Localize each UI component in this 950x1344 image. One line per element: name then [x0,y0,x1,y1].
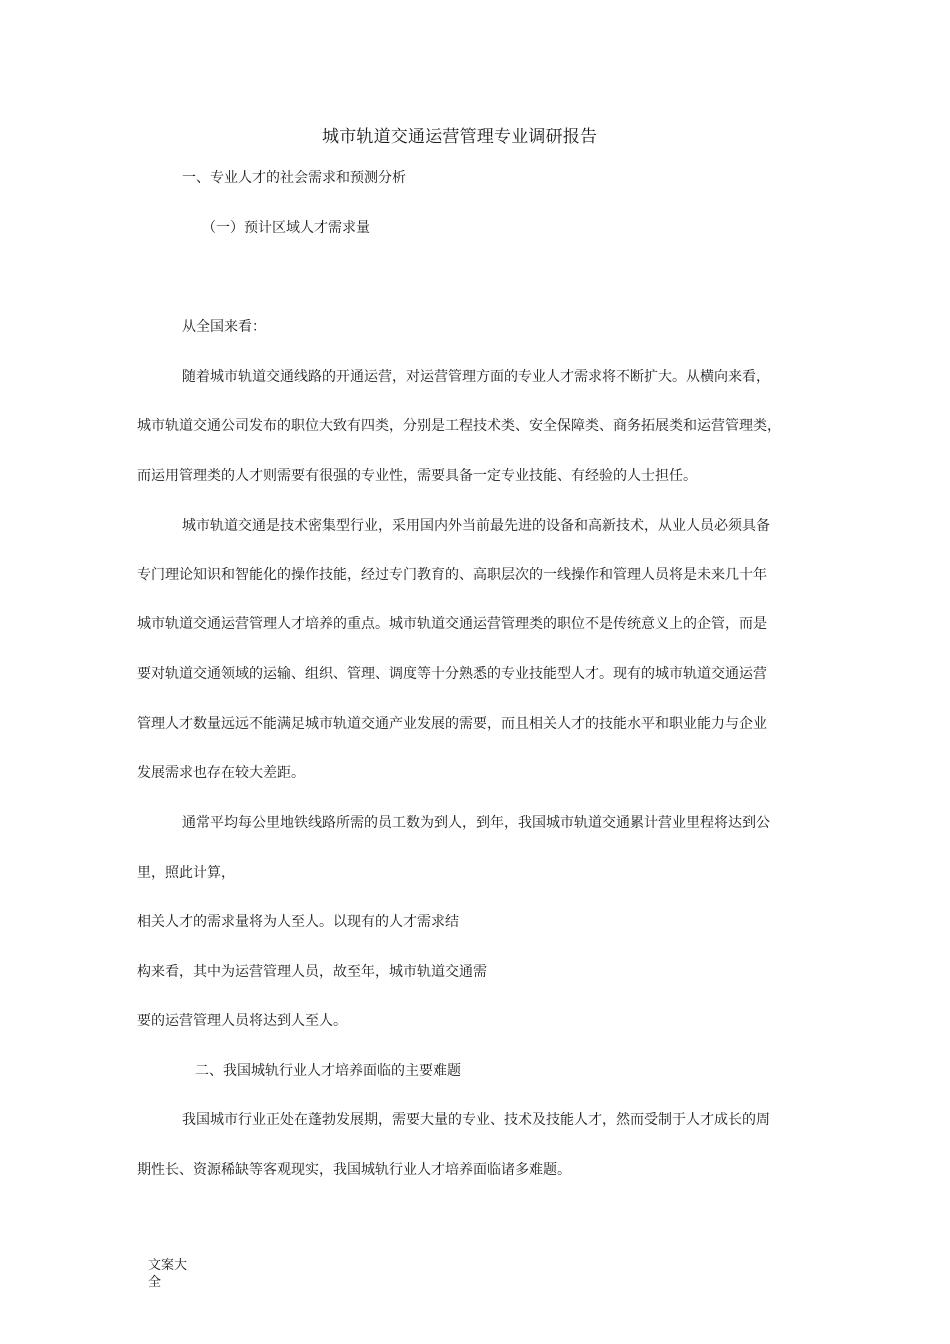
footer-text [148,1257,187,1291]
section-1-heading: 一、专业人才的社会需求和预测分析 [182,170,406,186]
para4-line: 我国城市行业正处在蓬勃发展期，需要大量的专业、技术及技能人才，然而受制于人才成长的周 [182,1112,770,1128]
para3-line: 通常平均每公里地铁线路所需的员工数为到人，到年，我国城市轨道交通累计营业里程将达到公 [182,815,770,831]
para1-line: 城市轨道交通公司发布的职位大致有四类，分别是工程技术类、安全保障类、商务拓展类和运营管理类， [137,418,781,434]
para3-line: 要的运营管理人员将达到人至人。 [137,1013,347,1029]
footer-line: 全 [148,1275,162,1290]
para2-line: 要对轨道交通领域的运输、组织、管理、调度等十分熟悉的专业技能型人才。现有的城市轨道交通运营 [137,666,767,682]
para3-line: 构来看，其中为运营管理人员，故至年，城市轨道交通需 [137,964,487,980]
para2-line: 管理人才数量远远不能满足城市轨道交通产业发展的需要，而且相关人才的技能水平和职业能力与企业 [137,716,767,732]
para3-line: 相关人才的需求量将为人至人。以现有的人才需求结 [137,914,459,930]
para3-line: 里，照此计算， [137,865,235,881]
para1-line: 随着城市轨道交通线路的开通运营，对运营管理方面的专业人才需求将不断扩大。从横向来看， [182,369,770,385]
para2-line: 城市轨道交通是技术密集型行业，采用国内外当前最先进的设备和高新技术，从业人员必须具备 [182,518,770,534]
para2-line: 专门理论知识和智能化的操作技能，经过专门教育的、高职层次的一线操作和管理人员将是未来几十年 [137,567,767,583]
para4-line: 期性长、资源稀缺等客观现实，我国城轨行业人才培养面临诸多难题。 [137,1162,571,1178]
para2-line: 发展需求也存在较大差距。 [137,765,305,781]
section-2-heading: 二、我国城轨行业人才培养面临的主要难题 [195,1063,461,1079]
footer-line: 文案大 [148,1258,188,1273]
document-title: 城市轨道交通运营管理专业调研报告 [322,127,598,147]
subsection-1-heading: （一）预计区域人才需求量 [202,220,370,236]
para1-line: 而运用管理类的人才则需要有很强的专业性，需要具备一定专业技能、有经验的人士担任。 [137,468,697,484]
para2-line: 城市轨道交通运营管理人才培养的重点。城市轨道交通运营管理类的职位不是传统意义上的企管，而是 [137,616,767,632]
intro-line: 从全国来看： [182,319,266,335]
